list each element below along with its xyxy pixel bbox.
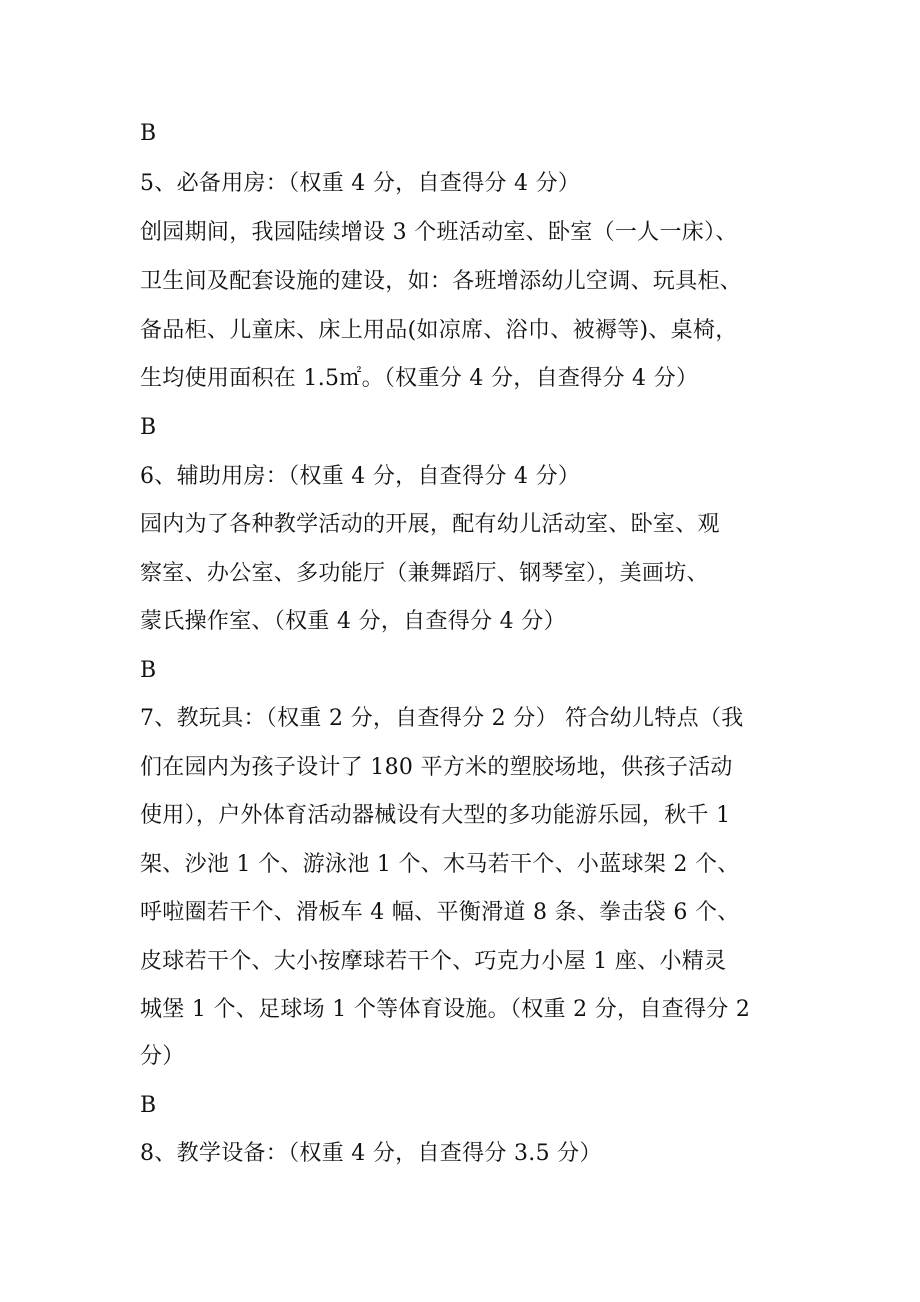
grade-letter-3: B: [140, 658, 157, 683]
grade-letter-4: B: [140, 1093, 157, 1118]
paragraph-line: 皮球若干个、大小按摩球若干个、巧克力小屋 1 座、小精灵: [140, 949, 727, 974]
grade-letter-2: B: [140, 415, 157, 440]
paragraph-line: 们在园内为孩子设计了 180 平方米的塑胶场地，供孩子活动: [140, 755, 733, 780]
section-heading-6: 6、辅助用房：（权重 4 分，自查得分 4 分）: [140, 464, 581, 489]
grade-letter-1: B: [140, 121, 157, 146]
section-heading-8: 8、教学设备：（权重 4 分，自查得分 3.5 分）: [140, 1141, 602, 1166]
paragraph-line: 察室、办公室、多功能厅（兼舞蹈厅、钢琴室），美画坊、: [140, 561, 709, 586]
paragraph-line: 架、沙池 1 个、游泳池 1 个、木马若干个、小蓝球架 2 个、: [140, 852, 740, 877]
paragraph-line: 呼啦圈若干个、滑板车 4 幅、平衡滑道 8 条、拳击袋 6 个、: [140, 900, 740, 925]
paragraph-line: 卫生间及配套设施的建设，如：各班增添幼儿空调、玩具柜、: [140, 269, 743, 294]
section-heading-7: 7、教玩具：（权重 2 分，自查得分 2 分） 符合幼儿特点（我: [140, 706, 744, 731]
paragraph-line: 城堡 1 个、足球场 1 个等体育设施。（权重 2 分，自查得分 2: [140, 997, 751, 1022]
paragraph-line: 园内为了各种教学活动的开展，配有幼儿活动室、卧室、观: [140, 512, 720, 537]
section-heading-5: 5、必备用房：（权重 4 分，自查得分 4 分）: [140, 171, 581, 196]
paragraph-line: 生均使用面积在 1.5㎡。（权重分 4 分，自查得分 4 分）: [140, 366, 699, 391]
paragraph-line: 备品柜、儿童床、床上用品(如凉席、浴巾、被褥等)、桌椅，: [140, 318, 738, 343]
paragraph-line: 蒙氏操作室、（权重 4 分，自查得分 4 分）: [140, 609, 566, 634]
paragraph-line: 分）: [140, 1044, 185, 1069]
paragraph-line: 创园期间，我园陆续增设 3 个班活动室、卧室（一人一床）、: [140, 220, 738, 245]
paragraph-line: 使用），户外体育活动器械设有大型的多功能游乐园，秋千 1: [140, 803, 731, 828]
